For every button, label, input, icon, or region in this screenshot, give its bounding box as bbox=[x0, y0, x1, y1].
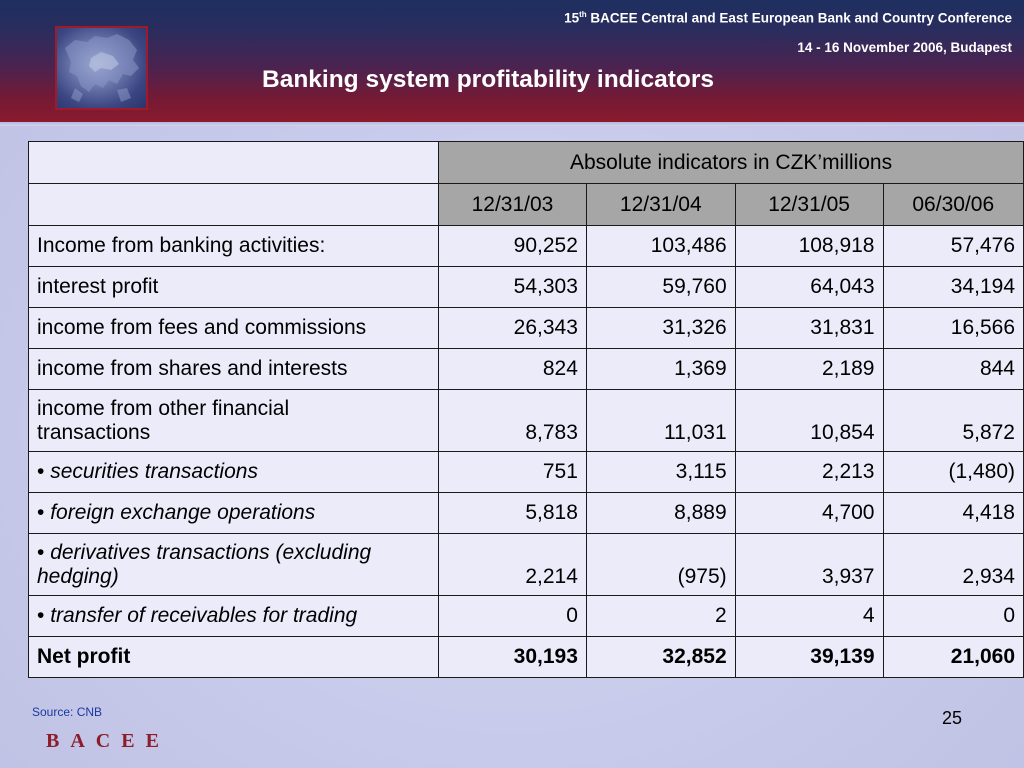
cell-value: 4,418 bbox=[883, 493, 1024, 534]
cell-value: 31,326 bbox=[586, 308, 735, 349]
row-label bbox=[29, 493, 439, 534]
cell-value: 54,303 bbox=[439, 267, 587, 308]
table-row bbox=[29, 226, 1024, 267]
cell-value: 3,115 bbox=[586, 452, 735, 493]
table-row bbox=[29, 493, 1024, 534]
cell-value: 844 bbox=[883, 349, 1024, 390]
cell-value: 10,854 bbox=[735, 390, 883, 452]
cell-value: 751 bbox=[439, 452, 587, 493]
cell-value: 103,486 bbox=[586, 226, 735, 267]
table-row bbox=[29, 267, 1024, 308]
row-label-text: securities transactions bbox=[50, 460, 258, 483]
europe-map-icon bbox=[57, 28, 146, 108]
row-label: income from shares and interests bbox=[29, 349, 439, 390]
cell-value: 2 bbox=[586, 596, 735, 637]
cell-value: 59,760 bbox=[586, 267, 735, 308]
cell-value: 4 bbox=[735, 596, 883, 637]
conference-date: 14 - 16 November 2006, Budapest bbox=[797, 40, 1012, 55]
cell-value: 1,369 bbox=[586, 349, 735, 390]
row-label: interest profit bbox=[29, 267, 439, 308]
row-label bbox=[29, 452, 439, 493]
cell-value: 108,918 bbox=[735, 226, 883, 267]
row-label: Net profit bbox=[29, 637, 439, 678]
bullet: • bbox=[37, 540, 45, 564]
table-row-total bbox=[29, 637, 1024, 678]
page-number: 25 bbox=[941, 708, 962, 728]
cell-value: 2,934 bbox=[883, 534, 1024, 596]
row-label-line: hedging) bbox=[37, 564, 119, 588]
conference-number: 15 bbox=[564, 10, 580, 26]
cell-value: 39,139 bbox=[735, 637, 883, 678]
row-label bbox=[29, 390, 439, 452]
cell-value: 90,252 bbox=[439, 226, 587, 267]
row-label bbox=[29, 596, 439, 637]
cell-value: 30,193 bbox=[439, 637, 587, 678]
cell-value: 11,031 bbox=[586, 390, 735, 452]
row-label: income from fees and commissions bbox=[29, 308, 439, 349]
table-row bbox=[29, 596, 1024, 637]
cell-value: 64,043 bbox=[735, 267, 883, 308]
cell-value: 31,831 bbox=[735, 308, 883, 349]
empty-header-cell bbox=[29, 142, 439, 184]
bullet: • bbox=[37, 604, 45, 627]
column-header: 12/31/05 bbox=[735, 184, 883, 226]
column-header: 06/30/06 bbox=[883, 184, 1024, 226]
column-header: 12/31/03 bbox=[439, 184, 587, 226]
conference-name: BACEE Central and East European Bank and Country Conference bbox=[586, 10, 1012, 26]
table-row bbox=[29, 452, 1024, 493]
table-row bbox=[29, 390, 1024, 452]
row-label-line: derivatives transactions (excluding bbox=[50, 540, 372, 564]
source-note: Source: CNB bbox=[32, 705, 103, 719]
cell-value: 2,189 bbox=[735, 349, 883, 390]
cell-value: 8,889 bbox=[586, 493, 735, 534]
cell-value: 824 bbox=[439, 349, 587, 390]
table-row bbox=[29, 308, 1024, 349]
cell-value: 8,783 bbox=[439, 390, 587, 452]
row-label-line: transactions bbox=[37, 420, 151, 444]
row-label-text: transfer of receivables for trading bbox=[50, 604, 358, 627]
bullet: • bbox=[37, 501, 45, 524]
cell-value: 0 bbox=[439, 596, 587, 637]
cell-value: 34,194 bbox=[883, 267, 1024, 308]
row-label: Income from banking activities: bbox=[29, 226, 439, 267]
bullet: • bbox=[37, 460, 45, 483]
cell-value: 2,214 bbox=[439, 534, 587, 596]
row-label bbox=[29, 534, 439, 596]
empty-header-cell bbox=[29, 184, 439, 226]
cell-value: 32,852 bbox=[586, 637, 735, 678]
cell-value: (975) bbox=[586, 534, 735, 596]
profitability-table bbox=[28, 141, 1024, 678]
cell-value: (1,480) bbox=[883, 452, 1024, 493]
header-divider bbox=[0, 122, 1024, 126]
table-row bbox=[29, 534, 1024, 596]
column-header: 12/31/04 bbox=[586, 184, 735, 226]
europe-map-image bbox=[55, 26, 148, 110]
cell-value: 5,818 bbox=[439, 493, 587, 534]
conference-title bbox=[564, 10, 1012, 26]
cell-value: 57,476 bbox=[883, 226, 1024, 267]
table-group-header-row bbox=[29, 142, 1024, 184]
group-header-cell: Absolute indicators in CZK’millions bbox=[439, 142, 1024, 184]
cell-value: 26,343 bbox=[439, 308, 587, 349]
cell-value: 2,213 bbox=[735, 452, 883, 493]
cell-value: 5,872 bbox=[883, 390, 1024, 452]
row-label-text: foreign exchange operations bbox=[50, 501, 316, 524]
bacee-logo: BACEE bbox=[46, 730, 170, 752]
conference-ordinal-suffix: th bbox=[579, 10, 587, 19]
table-row bbox=[29, 349, 1024, 390]
row-label-line: income from other financial bbox=[37, 396, 290, 420]
cell-value: 16,566 bbox=[883, 308, 1024, 349]
cell-value: 3,937 bbox=[735, 534, 883, 596]
table-date-header-row bbox=[29, 184, 1024, 226]
slide-title: Banking system profitability indicators bbox=[262, 66, 714, 93]
cell-value: 0 bbox=[883, 596, 1024, 637]
cell-value: 21,060 bbox=[883, 637, 1024, 678]
cell-value: 4,700 bbox=[735, 493, 883, 534]
